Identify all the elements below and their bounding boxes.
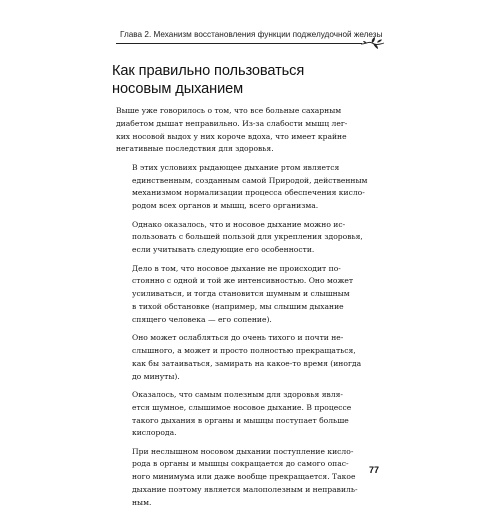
text-line: такого дыхания в органы и мышцы поступает больше: [132, 415, 349, 425]
text-line: Оказалось, что самым полезным для здоровья явля-: [132, 389, 343, 399]
section-title-line-1: Как правильно пользоваться: [112, 63, 305, 79]
header-rule: [116, 43, 362, 44]
page-number: 77: [369, 465, 380, 475]
text-line: спящего человека — его сопение).: [132, 314, 272, 324]
text-line: ется шумное, слышимое носовое дыхание. В процессе: [132, 402, 352, 412]
body-text: [116, 105, 388, 515]
text-line: в тихой обстановке (например, мы слышим дыхание: [132, 301, 344, 311]
section-title-line-2: носовым дыханием: [112, 81, 244, 97]
leaf-flourish-icon: [360, 36, 386, 50]
text-line: ного минимума или даже вообще прекращается. Такое: [132, 472, 356, 482]
text-line: негативные последствия для здоровья.: [116, 144, 274, 154]
running-head: Глава 2. Механизм восстановления функции поджелудочной железы: [120, 30, 383, 39]
text-line: механизмом нормализации процесса обеспечения кисло-: [132, 188, 365, 198]
paragraph: [116, 263, 388, 327]
text-line: В этих условиях рыдающее дыхание ртом является: [132, 162, 340, 172]
section-title: [112, 62, 382, 98]
paragraph: [116, 389, 388, 440]
paragraph: [116, 332, 388, 383]
text-line: если учитывать следующие его особенности.: [132, 245, 315, 255]
text-line: родом всех органов и мышц, всего организма.: [132, 201, 319, 211]
text-line: Однако оказалось, что и носовое дыхание можно ис-: [132, 219, 346, 229]
text-line: Выше уже говорилось о том, что все больные сахарным: [116, 106, 342, 115]
text-line: рода в органы и мышцы сокращается до самого опас-: [132, 459, 349, 469]
text-line: как бы затаиваться, замирать на какое-то время (иногда: [132, 358, 362, 368]
paragraph: [116, 219, 388, 257]
text-line: диабетом дышат неправильно. Из-за слабости мышц лег-: [116, 118, 348, 128]
text-line: усиливаться, и тогда становится шумным и слышным: [132, 289, 350, 299]
paragraph: [116, 162, 388, 213]
text-line: ких носовой выдох у них короче вдоха, что имеет крайне: [116, 131, 347, 141]
paragraph: [116, 105, 388, 156]
text-line: кислорода.: [132, 428, 177, 438]
text-line: дыхание поэтому является малополезным и неправиль-: [132, 485, 358, 495]
text-line: пользовать с большей пользой для укрепления здоровья,: [132, 232, 363, 242]
text-line: При неслышном носовом дыхании поступление кисло-: [132, 446, 354, 456]
text-line: Оно может ослабляться до очень тихого и почти не-: [132, 333, 344, 343]
text-line: Дело в том, что носовое дыхание не происходит по-: [132, 263, 341, 273]
text-line: стоянно с одной и той же интенсивностью. Оно может: [132, 276, 354, 286]
text-line: до минуты).: [132, 371, 180, 381]
text-line: ным.: [132, 497, 152, 507]
text-line: слышного, а может и просто полностью прекращаться,: [132, 345, 356, 355]
paragraph: [116, 446, 388, 510]
text-line: единственным, созданным самой Природой, действенным: [132, 175, 368, 185]
